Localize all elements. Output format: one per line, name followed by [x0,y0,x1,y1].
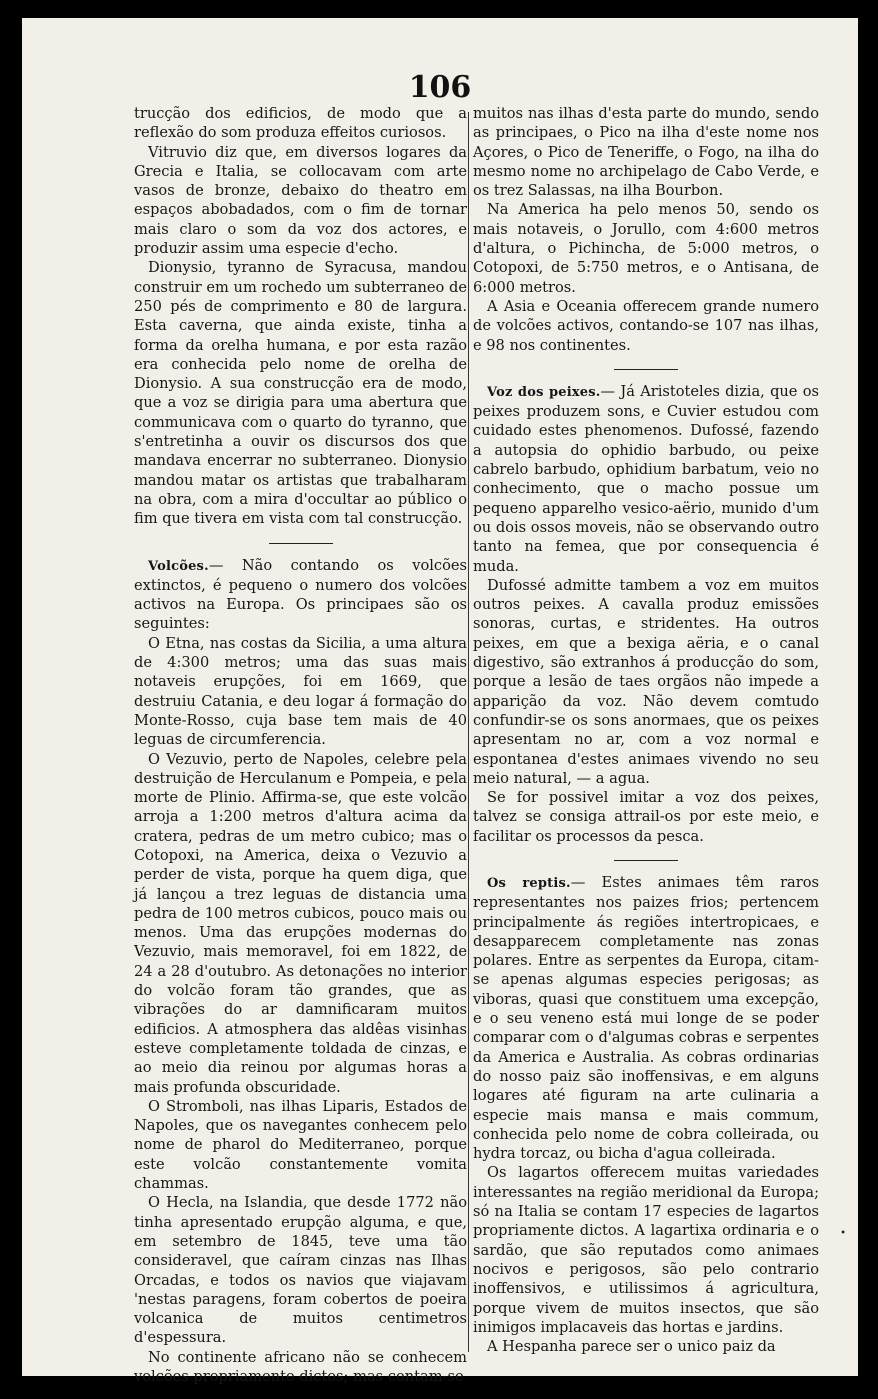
voz-intro-text: — Já Aristoteles dizia, que os peixes produzem sons, e Cuvier estudou com cuidado estes phenomenos. Dufossé, fazendo a autopsia do ophidio barbudo, ou peixe cabrelo barbudo, ophidium barbatum, veio no conhecimento, que o macho possue um pequeno apparelho vesico-aërio, munido d'um ou dois ossos moveis, não se observando outro tanto na femea, que por consequencia é muda. [473,382,819,575]
paragraph-vezuvio: O Vezuvio, perto de Napoles, celebre pela destruição de Herculanum e Pompeia, e pela morte de Plinio. Affirma-se, que este volcão arroja a 1:200 metros d'altura acima da cratera, pedras de um metro cubico; mas o Cotopoxi, na America, deixa o Vezuvio a perder de vista, porque ha quem diga, que já lançou a trez leguas de distancia uma pedra de 100 metros cubicos, pouco mais ou menos. Uma das erupções modernas do Vezuvio, mais memoravel, foi em 1822, de 24 a 28 d'outubro. As detonações no interior do volcão foram tão grandes, que as vibrações do ar damnificaram muitos edificios. A atmosphera das aldêas visinhas esteve completamente toldada de cinzas, e ao meio dia reinou por algumas horas a mais profunda obscuridade. [134,750,467,1096]
paragraph-etna: O Etna, nas costas da Sicilia, a uma altura de 4:300 metros; uma das suas mais notaveis erupções, foi em 1669, que destruiu Catania, e deu logar á formação do Monte-Rosso, cuja base tem mais de 40 leguas de circumferencia. [134,634,467,749]
paragraph-asia-oceania: A Asia e Oceania offerecem grande numero de volcões activos, contando-se 107 nas ilhas, e 98 nos continentes. [473,297,819,354]
right-column [473,104,819,1356]
margin-dot: • [840,1228,846,1239]
paragraph-dufosse: Dufossé admitte tambem a voz em muitos outros peixes. A cavalla produz emissões sonoras, curtas, e stridentes. Ha outros peixes, em que a bexiga aëria, e o canal digestivo, são extranhos á producção do som, porque a lesão de taes orgãos não impede a apparição da voz. Não devem comtudo confundir-se os sons anormaes, que os peixes apresentam no ar, com a voz normal e espontanea d'estes animaes vivendo no seu meio natural, — a agua. [473,576,819,787]
paragraph-imitar: Se for possivel imitar a voz dos peixes, talvez se consiga attrail-os por este meio, e facilitar os processos da pesca. [473,789,819,845]
section-heading-os-reptis: Os reptis. [487,875,571,891]
reptis-intro-text: — Estes animaes têm raros representantes nos paizes frios; pertencem principalmente ás regiões intertropicaes, e desapparecem completamente nas zonas polares. Entre as serpentes da Europa, citam-se apenas algumas especies perigosas; as viboras, quasi que constituem uma excepção, e o seu veneno está mui longe de se poder comparar com o d'algumas cobras e serpentes da America e Australia. As cobras ordinarias do nosso paiz são inoffensivas, e em alguns logares até figuram na arte culinaria a especie mais mansa e mais commum, conhecida pelo nome de cobra colleirada, ou hydra torcaz, ou bicha d'agua colleirada. [473,873,820,1163]
paragraph-reptis-intro [473,873,819,1163]
paragraph-lagartos: Os lagartos offerecem muitas variedades interessantes na região meridional da Europa; só na Italia se contam 17 especies de lagartos propriamente dictos. A lagartixa ordinaria e o sardão, que são reputados como animaes nocivos e perigosos, são pelo contrario inoffensivos, e utilissimos á agricultura, porque vivem de muitos insectos, que são inimigos implacaveis das hortas e jardins. [473,1164,819,1336]
section-rule [614,860,678,861]
paragraph-vitruvio: Vitruvio diz que, em diversos logares da Grecia e Italia, se collocavam com arte vasos de bronze, debaixo do theatro em espaços abobadados, com o fim de tornar mais claro o som da voz dos actores, e produzir assim uma especie d'echo. [134,143,467,258]
scanned-page [22,18,858,1385]
volcoes-intro-text: — Não contando os volcões extinctos, é pequeno o numero dos volcões activos na Europa. Os principaes são os seguintes: [134,556,467,633]
section-heading-voz-dos-peixes: Voz dos peixes. [487,384,601,400]
paragraph-acoustics-end: trucção dos edificios, de modo que a reflexão do som produza effeitos curiosos. [134,105,467,142]
section-rule [269,543,333,544]
paragraph-volcoes-intro [134,556,467,634]
paragraph-dionysio: Dionysio, tyranno de Syracusa, mandou construir em um rochedo um subterraneo de 250 pés de comprimento e 80 de largura. Esta caverna, que ainda existe, tinha a forma da orelha humana, e por esta razão era conhecida pelo nome de orelha de Dionysio. A sua construcção era de modo, que a voz se dirigia para uma abertura que communicava com o quarto do tyranno, que s'entretinha a ouvir os discursos dos que mandava encerrar no subterraneo. Dionysio mandou matar os artistas que trabalharam na obra, com a mira d'occultar ao público o fim que tivera em vista com tal construcção. [134,259,467,528]
section-rule [614,369,678,370]
paragraph-africa-continued: muitos nas ilhas d'esta parte do mundo, sendo as principaes, o Pico na ilha d'este nome nos Açores, o Pico de Teneriffe, o Fogo, na ilha do mesmo nome no archipelago de Cabo Verde, e os trez Salassas, na ilha Bourbon. [473,105,819,200]
paragraph-stromboli: O Stromboli, nas ilhas Liparis, Estados de Napoles, que os navegantes conhecem pelo nome de pharol do Mediterraneo, porque este volcão constantemente vomita chammas. [134,1097,467,1193]
paragraph-hespanha: A Hespanha parece ser o unico paiz da [487,1338,776,1356]
section-heading-volcoes: Volcões. [148,558,209,574]
page-number: 106 [408,70,472,105]
paragraph-africa: No continente africano não se conhecem volcões propriamente dictos; mas contam-se [134,1348,467,1385]
column-divider [468,112,469,1352]
paragraph-voz-intro [473,382,819,576]
paragraph-hecla: O Hecla, na Islandia, que desde 1772 não tinha apresentado erupção alguma, e que, em setembro de 1845, teve uma tão consideravel, que caíram cinzas nas Ilhas Orcadas, e todos os navios que viajavam 'nestas paragens, foram cobertos de poeira volcanica de muitos centimetros d'espessura. [134,1194,467,1347]
left-column [134,104,467,1386]
paragraph-america: Na America ha pelo menos 50, sendo os mais notaveis, o Jorullo, com 4:600 metros d'altura, o Pichincha, de 5:000 metros, o Cotopoxi, de 5:750 metros, e o Antisana, de 6:000 metros. [473,201,819,296]
